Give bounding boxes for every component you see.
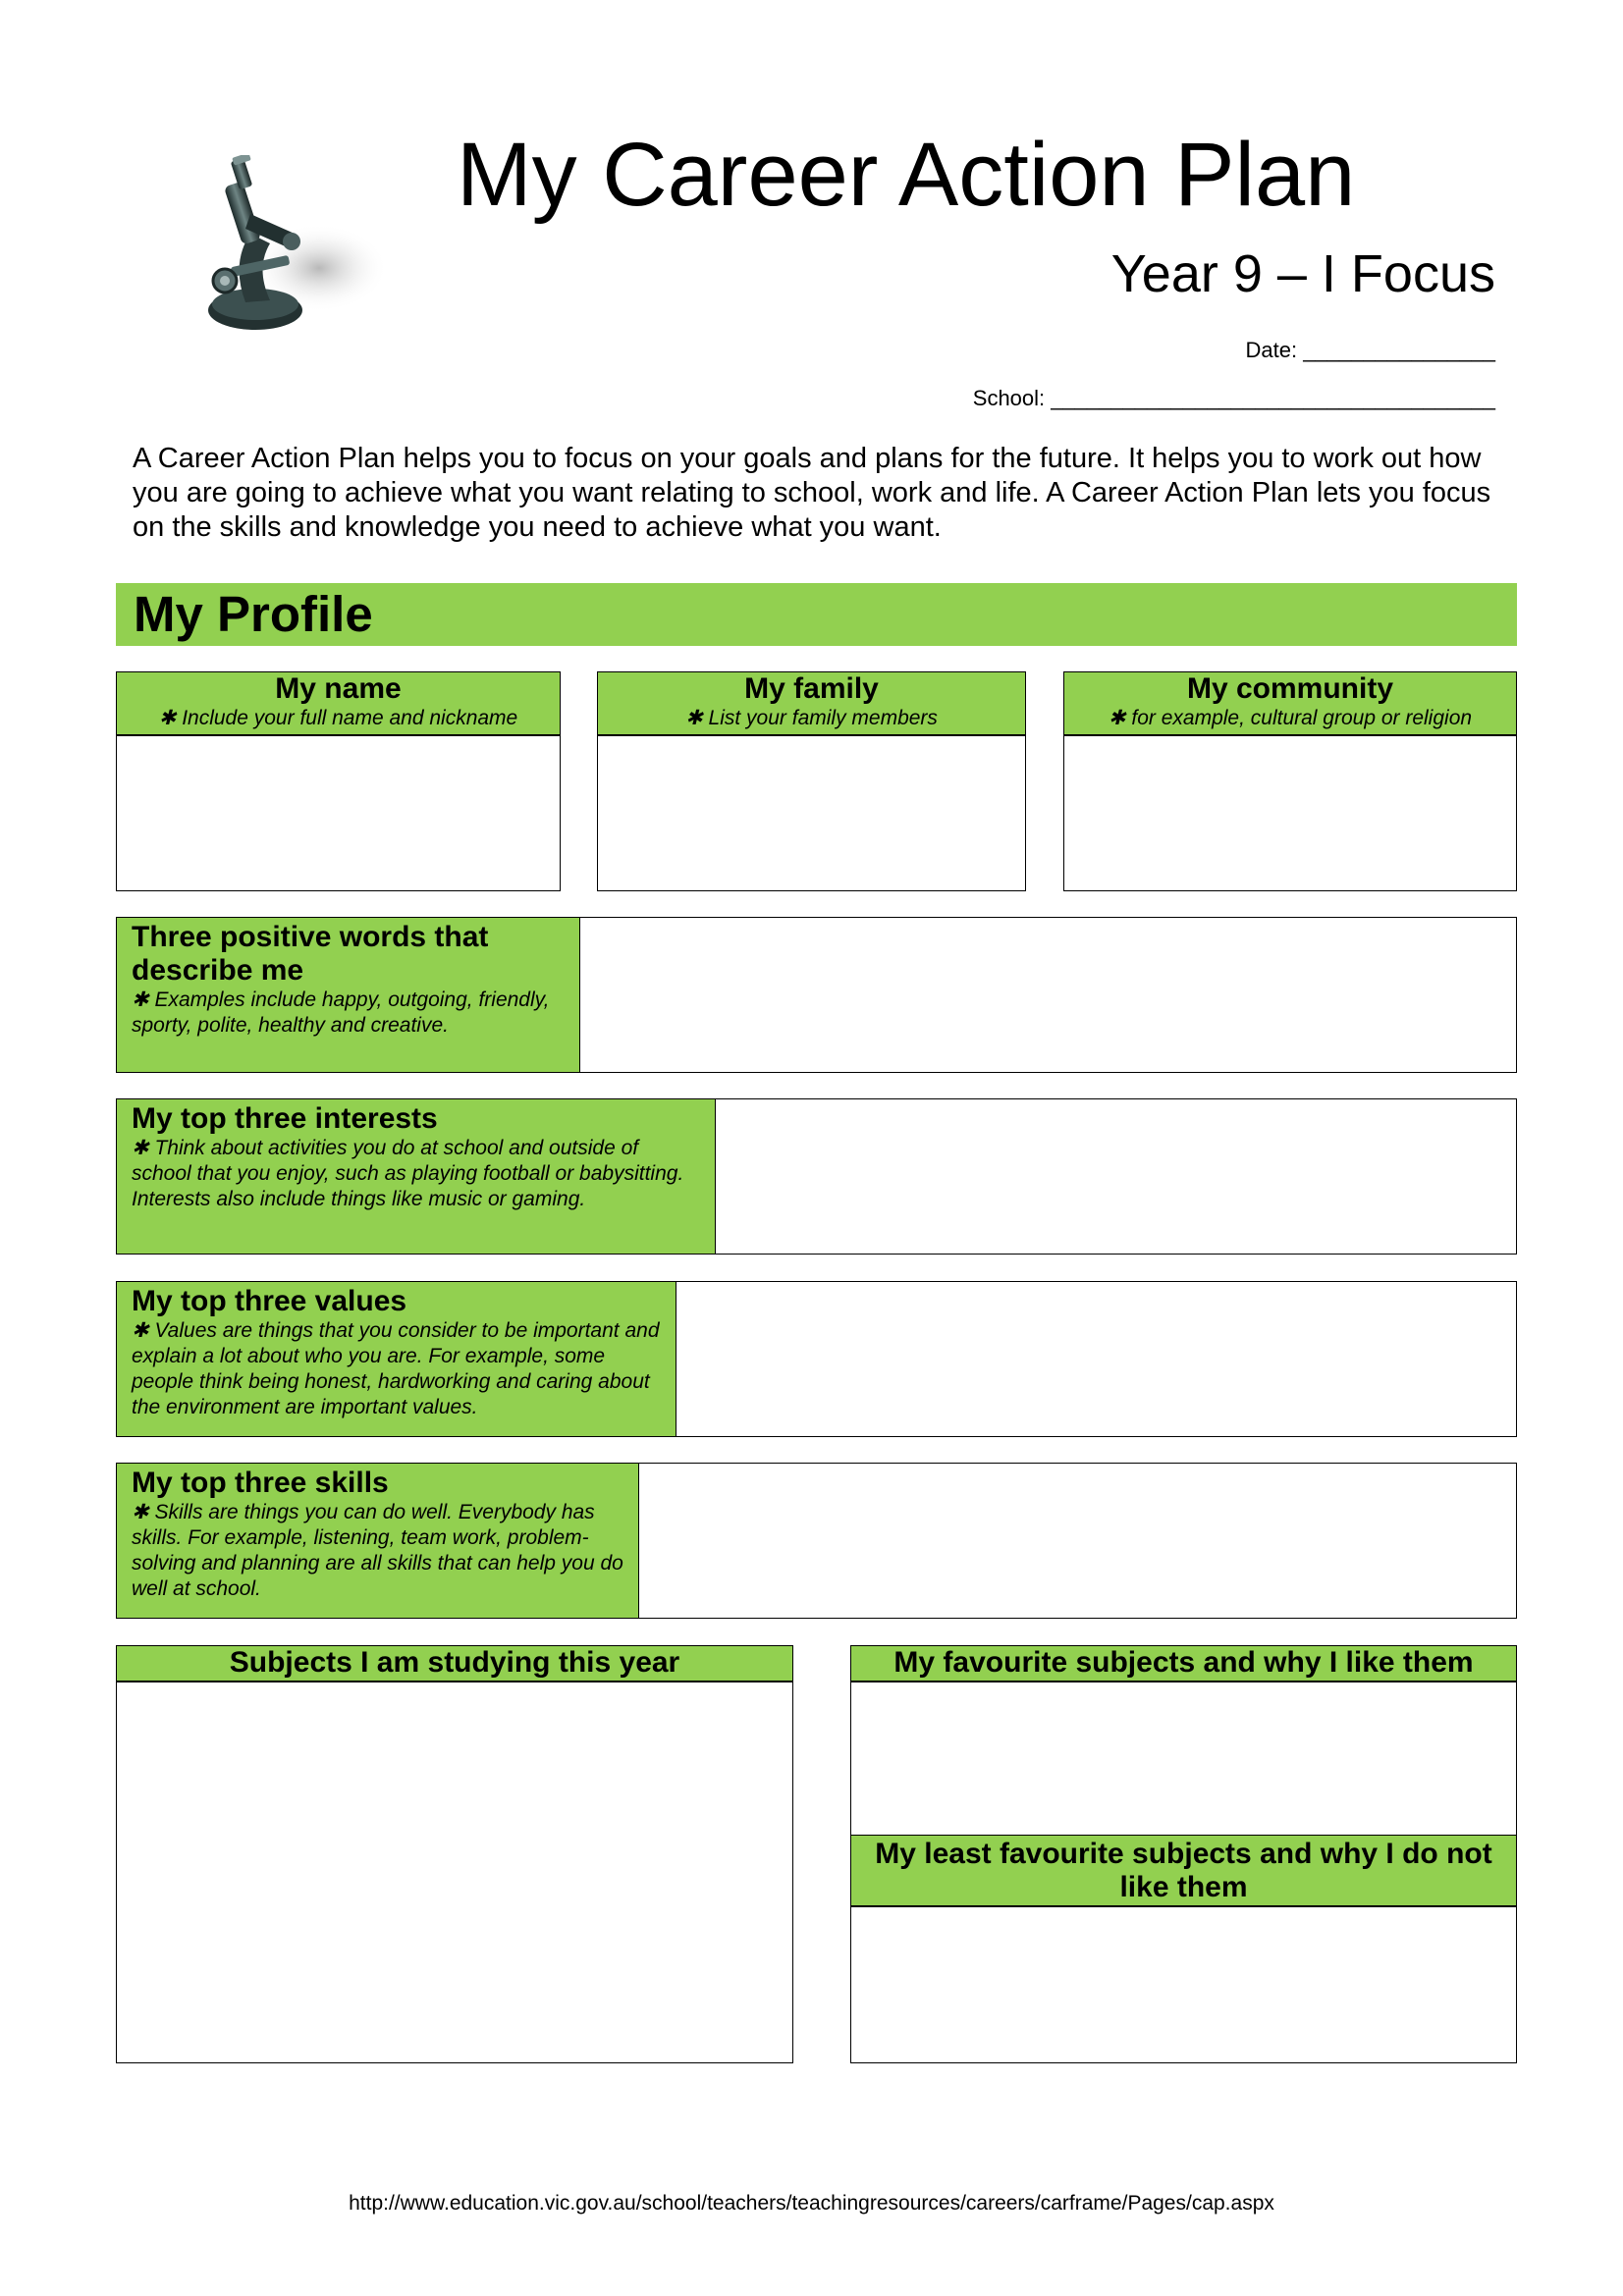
- family-box-heading: My family: [744, 672, 879, 705]
- community-input-area[interactable]: [1063, 734, 1517, 891]
- intro-paragraph: A Career Action Plan helps you to focus on your goals and plans for the future. It helps you to work out how you are going to achieve what you want relating to school, work and life. A Career Action Plan lets you focus on the skills and knowledge you need to achieve what you want.: [133, 443, 1491, 543]
- favourite-heading: My favourite subjects and why I like them: [893, 1646, 1474, 1679]
- interests-input-area[interactable]: [716, 1099, 1516, 1254]
- school-line: _____________________________________: [1051, 386, 1495, 410]
- bullet-icon: ✱: [132, 988, 149, 1011]
- date-field[interactable]: [1246, 338, 1495, 363]
- interests-hint: Think about activities you do at school and outside of school that you enjoy, such as playing football or babysitting. Interests also include things like music or gaming.: [132, 1137, 684, 1210]
- subjects-heading: Subjects I am studying this year: [229, 1646, 680, 1679]
- bullet-icon: ✱: [1108, 707, 1126, 729]
- bullet-icon: ✱: [685, 707, 703, 729]
- page-subtitle: Year 9 – I Focus: [1110, 244, 1495, 303]
- interests-row: [116, 1098, 1517, 1255]
- microscope-icon: [191, 155, 393, 342]
- school-label: School:: [972, 386, 1046, 410]
- least-input-area[interactable]: [850, 1905, 1517, 2063]
- skills-hint: Skills are things you can do well. Everybody has skills. For example, listening, team work, problem-solving and planning are all skills that can help you do well at school.: [132, 1501, 623, 1600]
- section-header: [116, 583, 1517, 646]
- skills-input-area[interactable]: [639, 1464, 1516, 1618]
- words-heading: Three positive words that describe me: [132, 921, 489, 987]
- interests-heading: My top three interests: [132, 1102, 438, 1135]
- words-hint: Examples include happy, outgoing, friendly, sporty, polite, healthy and creative.: [132, 988, 550, 1037]
- values-input-area[interactable]: [676, 1282, 1516, 1436]
- words-label: [117, 918, 580, 1072]
- words-row: [116, 917, 1517, 1073]
- page-title: My Career Action Plan: [457, 125, 1356, 225]
- section-title: My Profile: [134, 586, 373, 642]
- least-header: [850, 1835, 1517, 1907]
- bullet-icon: ✱: [132, 1137, 149, 1159]
- favourite-input-area[interactable]: [850, 1681, 1517, 1837]
- values-label: [117, 1282, 676, 1436]
- values-hint: Values are things that you consider to be important and explain a lot about who you are. For example, some people think being honest, hardworking and caring about the environment are important values.: [132, 1319, 660, 1418]
- date-line: ________________: [1303, 338, 1495, 362]
- least-heading: My least favourite subjects and why I do not like them: [875, 1838, 1492, 1903]
- community-box-hint: for example, cultural group or religion: [1131, 707, 1473, 729]
- date-label: Date:: [1245, 338, 1298, 362]
- bullet-icon: ✱: [132, 1319, 149, 1342]
- skills-label: [117, 1464, 639, 1618]
- favourite-header: [850, 1645, 1517, 1682]
- school-field[interactable]: [973, 386, 1495, 411]
- community-box-header: [1063, 671, 1517, 736]
- family-input-area[interactable]: [597, 734, 1026, 891]
- name-box-heading: My name: [275, 672, 402, 705]
- skills-heading: My top three skills: [132, 1467, 389, 1499]
- values-heading: My top three values: [132, 1285, 407, 1317]
- name-box-header: [116, 671, 561, 736]
- skills-row: [116, 1463, 1517, 1619]
- words-input-area[interactable]: [580, 918, 1516, 1072]
- interests-label: [117, 1099, 716, 1254]
- bullet-icon: ✱: [158, 707, 177, 729]
- family-box-hint: List your family members: [708, 707, 938, 729]
- name-box-hint: Include your full name and nickname: [182, 707, 518, 729]
- footer-url: http://www.education.vic.gov.au/school/teachers/teachingresources/careers/carframe/Pages/cap.aspx: [349, 2192, 1274, 2215]
- community-box-heading: My community: [1186, 672, 1394, 705]
- subjects-input-area[interactable]: [116, 1681, 793, 2063]
- name-input-area[interactable]: [116, 734, 561, 891]
- subjects-header: [116, 1645, 793, 1682]
- bullet-icon: ✱: [132, 1501, 149, 1523]
- family-box-header: [597, 671, 1026, 736]
- values-row: [116, 1281, 1517, 1437]
